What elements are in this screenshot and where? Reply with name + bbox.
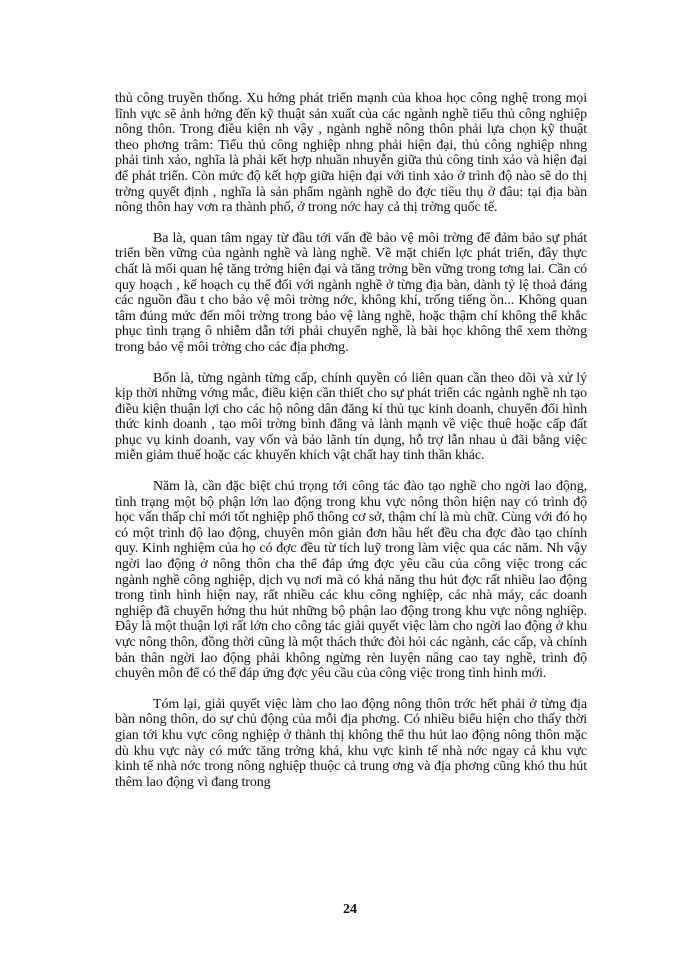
paragraph-1: thủ công truyền thống. Xu hớng phát triển mạnh của khoa học công nghệ trong mọi lĩnh vực sẽ ảnh hởng đến kỹ thuật sản xuất của các ngành nghề tiểu thủ công nghiệp nông thôn. Trong điều kiện nh vậy , ngành nghề nông thôn phải lựa chọn kỹ thuật theo phơng trâm: Tiểu thủ công nghiệp nhng phải hiện đại, thủ công nghiệp nhng phải tinh xảo, nghĩa là phải kết hợp nhuần nhuyễn giữa thủ công tinh xảo và hiện đại để phát triển. Còn mức độ kết hợp giữa hiện đại với tinh xảo ở trình độ nào sẽ do thị trờng quyết định , nghĩa là sản phẩm ngành nghề do đợc tiêu thụ ở đâu: tại địa bàn nông thôn hay vơn ra thành phố, ở trong nớc hay cả thị trờng quốc tế. [115, 91, 587, 216]
paragraph-5: Tóm lại, giải quyết việc làm cho lao động nông thôn trớc hết phải ở từng địa bàn nông thôn, do sự chủ động của mỗi địa phơng. Có nhiều biểu hiện cho thấy thời gian tới khu vực công nghiệp ở thành thị không thể thu hút lao động nông thôn mặc dù khu vực này có mức tăng trởng khá, khu vực kinh tế nhà nớc ngay cả khu vực kinh tế nhà nớc trong nông nghiệp thuộc cả trung ơng và địa phơng cũng khó thu hút thêm lao động vì đang trong [115, 696, 587, 790]
paragraph-4: Năm là, cần đặc biệt chú trọng tới công tác đào tạo nghề cho ngời lao động, tình trạng một bộ phận lớn lao động trong khu vực nông thôn hiện nay có trình độ học vấn thấp chỉ mới tốt nghiệp phổ thông cơ sở, thậm chí là mù chữ. Cùng với đó họ có một trình độ lao động, chuyên môn giản đơn hầu hết đều cha đợc đào tạo chính quy. Kinh nghiệm của họ có đợc đều từ tích luỹ trong làm việc qua các năm. Nh vậy ngời lao động ở nông thôn cha thể đáp ứng đợc yêu cầu của công việc trong các ngành nghề công nghiệp, dịch vụ nơi mà có khả năng thu hút đợc rất nhiều lao động trong tình hình hiện nay, rất nhiều các khu công nghiệp, các nhà máy, các doanh nghiệp đã chuyển hớng thu hút những bộ phận lao động trong khu vực nông nghiệp. Đây là một thuận lợi rất lớn cho công tác giải quyết việc làm cho ngời lao động ở khu vực nông thôn, đồng thời cũng là một thách thức đòi hỏi các ngành, các cấp, và chính bản thân ngời lao động phải không ngừng rèn luyện nâng cao tay nghề, trình độ chuyên môn để có thể đáp ứng đợc yêu cầu của công việc trong tình hình mới. [115, 479, 587, 682]
paragraph-2: Ba là, quan tâm ngay từ đầu tới vấn đề bảo vệ môi trờng để đảm bảo sự phát triển bền vững của ngành nghề và làng nghề. Về mặt chiến lợc phát triển, đây thực chất là mối quan hệ tăng trởng hiện đại và tăng trởng bền vững trong tơng lai. Cần có quy hoạch , kế hoạch cụ thể đối với ngành nghề ở từng địa bàn, dành tỷ lệ thoả đáng các nguồn đầu t cho bảo vệ môi trờng nớc, không khí, trống tiếng ồn... Không quan tâm đúng mức đến môi trờng trong bảo vệ làng nghề, hoặc thậm chí không thể khắc phục tình trạng ô nhiễm dẫn tới phải chuyển nghề, là bài học không thể xem thờng trong bảo vệ môi trờng cho các địa phơng. [115, 230, 587, 355]
paragraph-3: Bốn là, từng ngành từng cấp, chính quyền có liên quan cần theo dõi và xử lý kịp thời những vớng mắc, điều kiện cần thiết cho sự phát triển các ngành nghề nh tạo điều kiện thuận lợi cho các hộ nông dân đăng kí thủ tục kinh doanh, chuyển đổi hình thức kinh doanh , tạo môi trờng bình đẳng và lành mạnh về việc thuê hoặc cấp đất phục vụ kinh doanh, vay vốn và bảo lãnh tín dụng, hỗ trợ lẫn nhau ủ đãi bằng việc miễn giảm thuế hoặc các khuyến khích vật chất hay tinh thần khác. [115, 370, 587, 464]
body-text [115, 91, 587, 805]
page-number: 24 [343, 902, 357, 917]
